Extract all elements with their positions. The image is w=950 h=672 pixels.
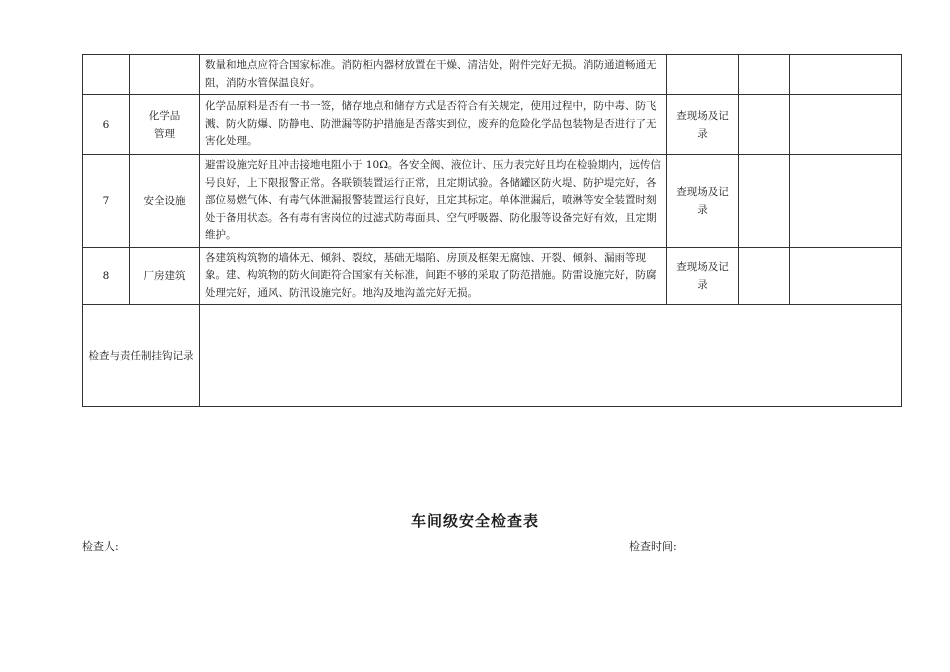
row-remark-cell[interactable] [790,247,902,305]
table-row [83,155,902,248]
table-row [83,247,902,305]
page-title: 车间级安全检查表 [410,512,539,530]
row-remark-cell[interactable] [790,55,902,95]
row-result-cell[interactable] [739,247,790,305]
table-row [83,95,902,155]
inspector-label: 检查人: [82,540,119,553]
row-content: 数量和地点应符合国家标准。消防柜内器材放置在干燥、清洁处，附件完好无损。消防通道畅通无阻，消防水管保温良好。 [200,55,667,95]
table-row-final [83,305,902,407]
row-result-cell[interactable] [739,95,790,155]
accountability-record-cell[interactable] [200,305,902,407]
row-category: 厂房建筑 [130,247,200,305]
row-number: 7 [83,155,130,248]
inspection-table [82,54,902,407]
row-result-cell[interactable] [739,155,790,248]
row-number: 6 [83,95,130,155]
row-content: 化学品原料是否有一书一签，储存地点和储存方式是否符合有关规定，使用过程中，防中毒、防飞溅、防火防爆、防静电、防泄漏等防护措施是否落实到位，废弃的危险化学品包装物是否进行了无害化处理。 [200,95,667,155]
row-number: 8 [83,247,130,305]
row-content: 避雷设施完好且冲击接地电阻小于 10Ω。各安全阀、液位计、压力表完好且均在检验期内，远传信号良好，上下限报警正常。各联锁装置运行正常，且定期试验。各储罐区防火堤、防护堤完好，各部位易燃气体、有毒气体泄漏报警装置运行良好，且定其标定。单体泄漏后，喷淋等安全装置时刻处于备用状态。各有毒有害岗位的过滤式防毒面具、空气呼吸器、防化服等设备完好有效，且定期维护。 [200,155,667,248]
row-content: 各建筑构筑物的墙体无、倾斜、裂纹，基础无塌陷、房顶及框架无腐蚀、开裂、倾斜、漏雨等现象。建、构筑物的防火间距符合国家有关标准，间距不够的采取了防范措施。防雷设施完好，防腐处理完好，通风、防汛设施完好。地沟及地沟盖完好无损。 [200,247,667,305]
accountability-record-label: 检查与责任制挂钩记录 [83,305,200,407]
row-number [83,55,130,95]
row-category [130,55,200,95]
row-remark-cell[interactable] [790,155,902,248]
row-category: 安全设施 [130,155,200,248]
row-method: 查现场及记录 [667,155,739,248]
row-result-cell[interactable] [739,55,790,95]
row-remark-cell[interactable] [790,95,902,155]
row-category: 化学品管理 [130,95,200,155]
row-method: 查现场及记录 [667,95,739,155]
inspection-time-label: 检查时间: [629,540,677,553]
row-method [667,55,739,95]
table-row [83,55,902,95]
row-method: 查现场及记录 [667,247,739,305]
